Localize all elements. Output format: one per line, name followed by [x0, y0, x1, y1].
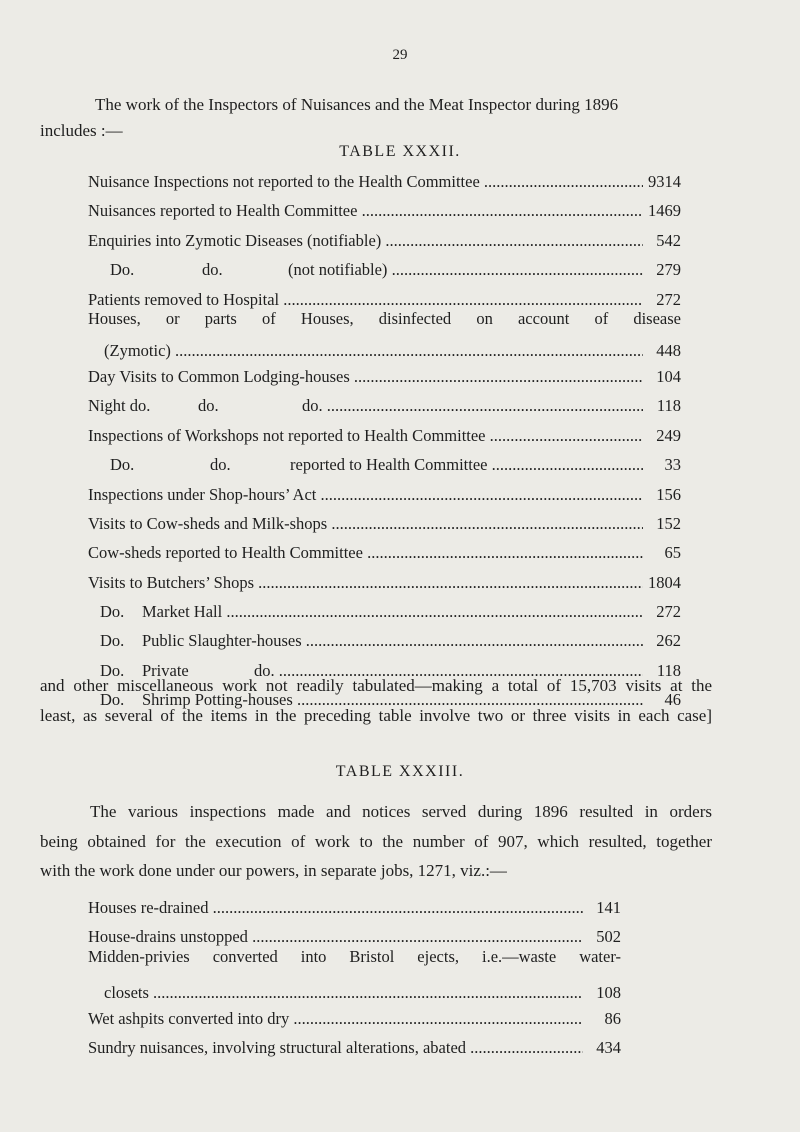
- table-row: [88, 1033, 621, 1062]
- middle-line-1: and other miscellaneous work not readily tabulated—making a total of 15,703 visits at the: [40, 676, 712, 695]
- row-value: 1469: [648, 201, 681, 221]
- row-value: 279: [656, 260, 681, 280]
- row-label: Day Visits to Common Lodging-houses .....: [88, 362, 643, 391]
- row-label: Do. Shrimp Potting-houses .....: [88, 685, 643, 714]
- row-label: Visits to Cow-sheds and Milk-shops .....: [88, 509, 643, 538]
- row-value: 156: [656, 484, 681, 504]
- table-32-title: TABLE XXXII.: [339, 143, 461, 160]
- table-row: [88, 597, 681, 626]
- row-value: 118: [656, 660, 681, 680]
- table-row: [88, 893, 621, 922]
- table-row: [88, 362, 681, 391]
- row-label: Do. do. reported to Health Committee .....: [88, 450, 643, 479]
- page-number: 29: [392, 47, 408, 63]
- row-value: 33: [664, 455, 681, 475]
- row-value: 104: [656, 366, 681, 386]
- row-value: 262: [656, 631, 681, 651]
- row-label: Enquiries into Zymotic Diseases (notifiable) .....: [88, 226, 643, 255]
- row-value: 86: [604, 1008, 621, 1028]
- row-label: Nuisances reported to Health Committee .....: [88, 196, 643, 225]
- intro-paragraph: [40, 90, 710, 145]
- row-label: Houses re-drained .....: [88, 893, 583, 922]
- row-value: 118: [656, 396, 681, 416]
- table-row: [88, 509, 681, 538]
- table-33-title: TABLE XXXIII.: [335, 763, 465, 780]
- t33-line-2: being obtained for the execution of work to the number of 907, which resulted, together: [40, 831, 712, 851]
- row-value: 65: [664, 543, 681, 563]
- row-label: Sundry nuisances, involving structural alterations, abated .....: [88, 1033, 583, 1062]
- row-label-first-line: Midden-privies converted into Bristol ejects, i.e.—waste water-: [88, 946, 621, 966]
- middle-line-2: least, as several of the items in the preceding table involve two or three visits in each case]: [40, 705, 712, 725]
- row-value: 141: [596, 898, 621, 917]
- table-row: [88, 450, 681, 479]
- row-label: Do. Private do. .....: [88, 656, 643, 685]
- row-label: Patients removed to Hospital .....: [88, 285, 643, 314]
- table-row: [88, 626, 681, 655]
- row-label: Do. do. (not notifiable) .....: [88, 255, 643, 284]
- row-label: Inspections under Shop-hours’ Act .....: [88, 480, 643, 509]
- row-value: 448: [656, 340, 681, 360]
- row-label: Cow-sheds reported to Health Committee .....: [88, 538, 643, 567]
- intro-line-1: The work of the Inspectors of Nuisances and the Meat Inspector during 1896: [95, 95, 619, 114]
- table-33: [88, 893, 621, 1063]
- table-row: [88, 196, 681, 225]
- table-row: [88, 538, 681, 567]
- row-label: Inspections of Workshops not reported to Health Committee .....: [88, 421, 643, 450]
- intro-line-2: includes :—: [40, 120, 123, 140]
- row-label: Night do. do. do. .....: [88, 391, 643, 420]
- table-row: [88, 308, 681, 362]
- row-label: Nuisance Inspections not reported to the Health Committee .....: [88, 167, 643, 196]
- row-value: 542: [656, 230, 681, 250]
- table-row: [88, 480, 681, 509]
- row-value: 46: [664, 690, 681, 710]
- row-value: 249: [656, 425, 681, 445]
- row-value: 108: [596, 982, 621, 1002]
- table-row: [88, 568, 681, 597]
- row-label: Wet ashpits converted into dry .....: [88, 1004, 583, 1033]
- table-row: [88, 167, 681, 196]
- row-label: closets .....: [88, 982, 583, 1004]
- middle-paragraph: [40, 671, 712, 730]
- table-row: [88, 255, 681, 284]
- row-value: 272: [656, 289, 681, 309]
- row-label: (Zymotic) .....: [88, 340, 643, 362]
- row-label: Visits to Butchers’ Shops .....: [88, 568, 643, 597]
- row-label: Do. Market Hall .....: [88, 597, 643, 626]
- table-row: [88, 391, 681, 420]
- table-row: [88, 1004, 621, 1033]
- t33-line-1: The various inspections made and notices served during 1896 resulted in orders: [90, 802, 712, 821]
- row-label-first-line: Houses, or parts of Houses, disinfected on account of disease: [88, 308, 681, 328]
- row-value: 9314: [648, 172, 681, 191]
- row-value: 502: [596, 927, 621, 947]
- t33-line-3: with the work done under our powers, in separate jobs, 1271, viz.:—: [40, 861, 507, 880]
- table-33-paragraph: [40, 797, 712, 886]
- table-32: [88, 167, 681, 715]
- table-row: [88, 421, 681, 450]
- row-value: 272: [656, 602, 681, 622]
- row-label: Do. Public Slaughter-houses .....: [88, 626, 643, 655]
- row-label: House-drains unstopped .....: [88, 922, 583, 951]
- row-value: 1804: [648, 572, 681, 592]
- row-value: 152: [656, 513, 681, 533]
- table-row: [88, 226, 681, 255]
- table-row: [88, 946, 621, 1004]
- row-value: 434: [596, 1038, 621, 1058]
